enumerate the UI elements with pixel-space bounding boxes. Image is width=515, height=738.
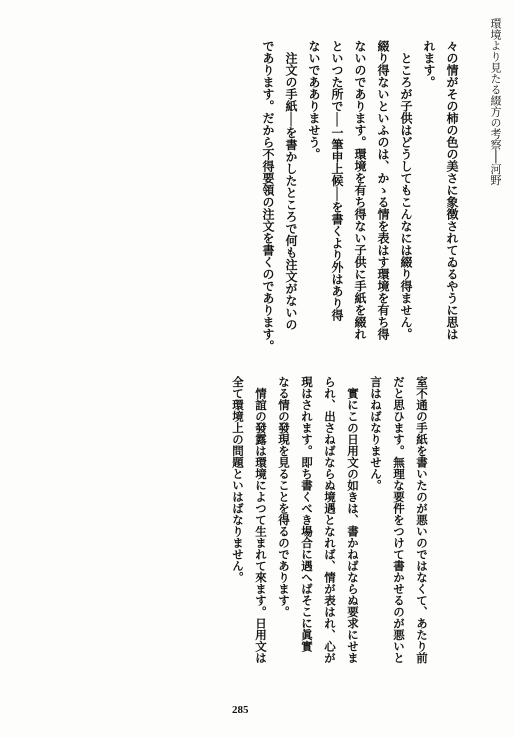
text-line: 情誼の發露は環境によつて生まれて來ます。日用文は xyxy=(254,376,268,664)
running-head-text: 環境より見たる綴方の考察──河野 xyxy=(489,18,502,186)
text-line: 綴り得ないといふのは、かゝる情を表はす環境を有ち得 xyxy=(376,40,390,340)
text-line: れます。 xyxy=(422,40,436,88)
page-number: 285 xyxy=(232,704,249,716)
text-line: 現はされます。即ち書くべき場合に遇へばそこに眞實 xyxy=(300,376,314,652)
text-line: だと思ひます。無理な要件をつけて書かせるのが悪いと xyxy=(392,376,406,664)
text-line: 言はねばなりません。 xyxy=(369,376,383,491)
text-line: ないのであります。環境を有ち得ない子供に手紙を綴れ xyxy=(353,40,367,340)
text-line: であります。だから不得要領の注文を書くのであります。 xyxy=(261,40,275,352)
text-line: なる情の發現を見ることを得るのであります。 xyxy=(277,376,291,618)
lower-text-column xyxy=(226,376,479,666)
text-line: 々の情がその柿の色の美さに象徴されてゐるやうに思は xyxy=(445,40,459,340)
text-line: 實にこの日用文の如きは、書かねばならぬ要求にせま xyxy=(346,376,360,664)
text-line: られ、出さねばならぬ境遇となれば、情が表はれ、心が xyxy=(323,376,337,664)
text-line: といつた所で──一筆申上候──を書くより外はあり得 xyxy=(330,40,344,321)
text-line: ないであありませう。 xyxy=(307,40,321,160)
upper-text-column xyxy=(256,40,509,362)
text-line: ところが子供はどうしてもこんなには綴り得ません。 xyxy=(399,40,413,340)
text-line: 全て環境上の問題といはばなりません。 xyxy=(231,376,245,583)
text-line: 注文の手紙──を書かしたところで何も注文がないの xyxy=(284,40,298,331)
text-line: 室不通の手紙を書いたのが悪いのではなくて、あたり前 xyxy=(415,376,429,664)
